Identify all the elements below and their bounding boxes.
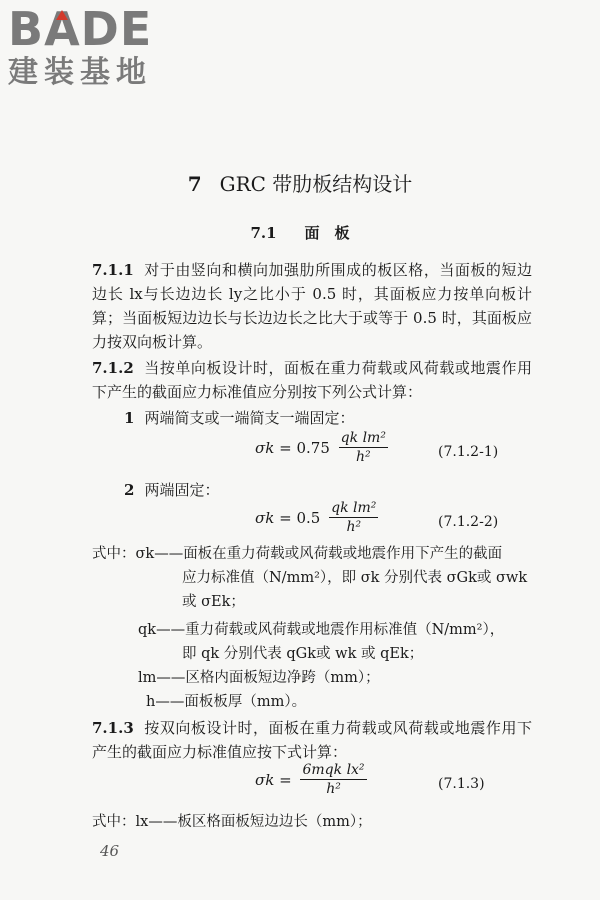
clause-7-1-3 bbox=[92, 716, 532, 764]
section-title: 面 板 bbox=[304, 224, 350, 242]
formula-denominator: h² bbox=[355, 449, 371, 465]
definition-text: ——面板在重力荷载或风荷载或地震作用下产生的截面 bbox=[154, 546, 503, 562]
formula-numerator: 6mqk lx² bbox=[302, 762, 365, 778]
page-number: 46 bbox=[100, 842, 120, 860]
clause-7-1-1 bbox=[92, 258, 532, 354]
clause-number: 7.1.3 bbox=[92, 719, 134, 737]
definition-sigma-line2: 应力标准值（N/mm²），即 σk 分别代表 σGk或 σwk bbox=[182, 570, 528, 586]
clause-text: 当按单向板设计时，面板在重力荷载或风荷载或地震作用下产生的截面应力标准值应分别按下列公式计算： bbox=[92, 359, 532, 401]
formula-fraction bbox=[300, 762, 366, 797]
definition-q-line2: 即 qk 分别代表 qGk或 wk 或 qEk； bbox=[182, 646, 424, 662]
formula-7-1-2-1: σk = 0.75 $\frac{\text{qk lm²}}{\text{h²}}$ bbox=[255, 430, 386, 465]
section-heading bbox=[0, 222, 600, 243]
clause-7-1-2 bbox=[92, 356, 532, 404]
bade-logo bbox=[8, 2, 178, 90]
list-item-2 bbox=[124, 478, 219, 502]
formula-fraction bbox=[339, 430, 388, 465]
logo-triangle-icon bbox=[56, 10, 68, 20]
logo-letter-b: B bbox=[8, 2, 45, 56]
formula-lhs: σk bbox=[255, 508, 275, 527]
formula-7-1-2-2: σk = 0.5 $\frac{\text{qk lm²}}{\text{h²}}$ bbox=[255, 500, 377, 535]
definition-symbol: σk bbox=[135, 546, 155, 562]
definition-text: ——区格内面板短边净跨（mm）； bbox=[156, 670, 380, 686]
formula-coefficient: 0.75 bbox=[296, 438, 330, 457]
definition-symbol: h bbox=[146, 694, 156, 710]
list-item-text: 两端固定： bbox=[144, 481, 220, 499]
list-item-number: 2 bbox=[124, 481, 135, 499]
definition-prefix: 式中： bbox=[92, 814, 136, 830]
formula-lhs: σk bbox=[255, 438, 275, 457]
chapter-title: GRC 带肋板结构设计 bbox=[219, 172, 413, 196]
equation-number: (7.1.2-2) bbox=[438, 514, 499, 530]
logo-letters-de: DE bbox=[80, 2, 153, 56]
logo-subtitle: 建装基地 bbox=[8, 55, 152, 90]
definition-lx bbox=[92, 810, 372, 834]
formula-numerator: qk lm² bbox=[331, 500, 377, 516]
clause-number: 7.1.2 bbox=[92, 359, 134, 377]
definition-q bbox=[138, 618, 504, 642]
list-item-1 bbox=[124, 406, 354, 430]
section-number: 7.1 bbox=[250, 224, 277, 242]
formula-7-1-3: σk = $\frac{\text{6mqk lx²}}{\text{h²}}$ bbox=[255, 762, 365, 797]
definition-sigma bbox=[92, 542, 502, 566]
definition-symbol: lx bbox=[135, 814, 149, 830]
clause-number: 7.1.1 bbox=[92, 261, 134, 279]
formula-numerator: qk lm² bbox=[340, 430, 386, 446]
logo-letter-a: A bbox=[44, 2, 81, 56]
list-item-text: 两端简支或一端简支一端固定： bbox=[144, 409, 355, 427]
list-item-number: 1 bbox=[124, 409, 135, 427]
definition-symbol: qk bbox=[138, 622, 157, 638]
clause-text: 对于由竖向和横向加强肋所围成的板区格，当面板的短边边长 lx与长边边长 ly之比小于 0.5 时，其面板应力按单向板计算；当面板短边边长与长边边长之比大于或等于 0.5 时，其面板应力按双向板计算。 bbox=[92, 261, 532, 351]
definition-prefix: 式中： bbox=[92, 546, 136, 562]
equation-number: (7.1.2-1) bbox=[438, 444, 499, 460]
definition-h bbox=[146, 690, 306, 714]
clause-text: 按双向板设计时，面板在重力荷载或风荷载或地震作用下产生的截面应力标准值应按下式计算： bbox=[92, 719, 532, 761]
formula-denominator: h² bbox=[346, 519, 362, 535]
equation-number: (7.1.3) bbox=[438, 776, 485, 792]
definition-text: ——面板板厚（mm）。 bbox=[155, 694, 307, 710]
chapter-number: 7 bbox=[187, 172, 202, 196]
definition-text: ——重力荷载或风荷载或地震作用标准值（N/mm²）， bbox=[156, 622, 505, 638]
definition-l bbox=[138, 666, 380, 690]
definition-symbol: lm bbox=[138, 670, 157, 686]
logo-wordmark bbox=[8, 2, 178, 56]
chapter-heading bbox=[0, 168, 600, 197]
definition-text: ——板区格面板短边边长（mm）； bbox=[148, 814, 372, 830]
definition-sigma-line3: 或 σEk； bbox=[182, 594, 245, 610]
formula-fraction bbox=[329, 500, 378, 535]
formula-coefficient: 0.5 bbox=[296, 508, 321, 527]
formula-denominator: h² bbox=[326, 781, 341, 797]
formula-lhs: σk bbox=[255, 770, 275, 789]
